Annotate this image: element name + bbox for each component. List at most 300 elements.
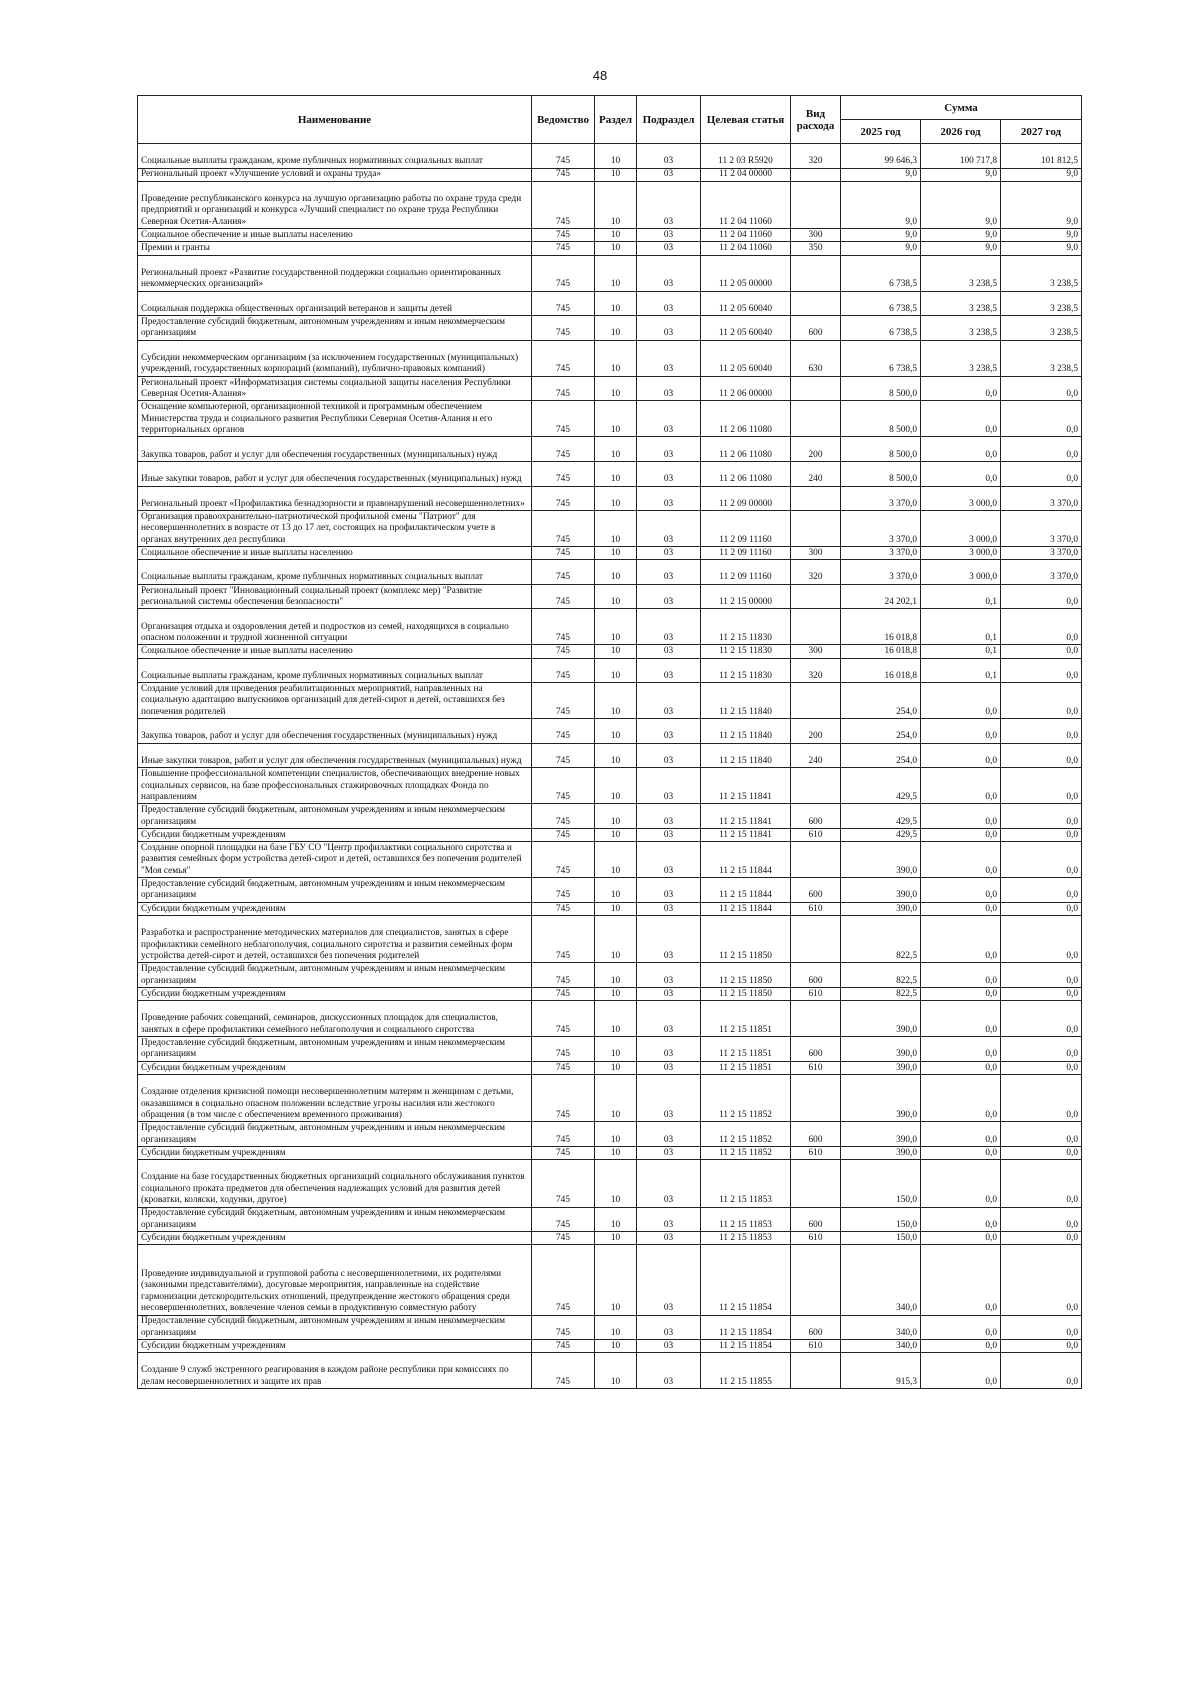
- row-sum-2026: 9,0: [921, 181, 1001, 228]
- row-target: 11 2 15 11830: [701, 658, 791, 683]
- row-sum-2025: 6 738,5: [841, 340, 921, 376]
- row-target: 11 2 15 11854: [701, 1315, 791, 1340]
- row-sum-2025: 390,0: [841, 1122, 921, 1147]
- row-target: 11 2 05 00000: [701, 255, 791, 291]
- row-target: 11 2 04 11060: [701, 229, 791, 242]
- row-podrazdel: 03: [637, 401, 701, 437]
- row-sum-2027: 3 238,5: [1001, 255, 1082, 291]
- row-vedomstvo: 745: [532, 486, 595, 511]
- row-name: Организация отдыха и оздоровления детей и подростков из семей, находящихся в социально опасном положении и трудной жизненной ситуации: [138, 609, 532, 645]
- row-sum-2027: 0,0: [1001, 902, 1082, 915]
- row-target: 11 2 15 11850: [701, 916, 791, 963]
- row-target: 11 2 15 11844: [701, 842, 791, 878]
- row-sum-2025: 390,0: [841, 878, 921, 903]
- row-sum-2025: 340,0: [841, 1340, 921, 1353]
- row-podrazdel: 03: [637, 1353, 701, 1389]
- row-sum-2027: 3 238,5: [1001, 340, 1082, 376]
- row-sum-2027: 0,0: [1001, 1074, 1082, 1121]
- header-podrazdel: Подраздел: [637, 96, 701, 144]
- row-razdel: 10: [595, 401, 637, 437]
- table-row: [138, 229, 1082, 242]
- row-sum-2026: 100 717,8: [921, 144, 1001, 169]
- row-sum-2026: 0,0: [921, 683, 1001, 719]
- row-name: Иные закупки товаров, работ и услуг для обеспечения государственных (муниципальных) нужд: [138, 461, 532, 486]
- row-sum-2026: 0,1: [921, 609, 1001, 645]
- table-row: [138, 1001, 1082, 1037]
- row-name: Региональный проект "Инновационный социальный проект (комплекс мер) "Развитие региональной системы обеспечения безопасности": [138, 584, 532, 609]
- row-sum-2026: 0,0: [921, 916, 1001, 963]
- row-razdel: 10: [595, 719, 637, 744]
- row-vedomstvo: 745: [532, 719, 595, 744]
- row-razdel: 10: [595, 340, 637, 376]
- row-sum-2026: 0,0: [921, 1340, 1001, 1353]
- row-sum-2027: 0,0: [1001, 1061, 1082, 1074]
- row-name: Субсидии бюджетным учреждениям: [138, 1061, 532, 1074]
- row-sum-2026: 3 238,5: [921, 316, 1001, 341]
- row-vedomstvo: 745: [532, 291, 595, 316]
- row-vid: 300: [791, 229, 841, 242]
- row-sum-2025: 390,0: [841, 902, 921, 915]
- row-podrazdel: 03: [637, 829, 701, 842]
- row-sum-2025: 9,0: [841, 229, 921, 242]
- row-vid: [791, 486, 841, 511]
- row-razdel: 10: [595, 181, 637, 228]
- row-name: Повышение профессиональной компетенции специалистов, обеспечивающих внедрение новых социальных сервисов, на базе профессиональных стажировочных площадках Фонда по направлениям: [138, 768, 532, 804]
- row-name: Социальное обеспечение и иные выплаты населению: [138, 645, 532, 658]
- row-razdel: 10: [595, 168, 637, 181]
- row-vedomstvo: 745: [532, 1001, 595, 1037]
- row-sum-2027: 101 812,5: [1001, 144, 1082, 169]
- table-header: [138, 96, 1082, 144]
- row-sum-2026: 3 238,5: [921, 255, 1001, 291]
- row-sum-2026: 3 000,0: [921, 511, 1001, 547]
- row-sum-2025: 429,5: [841, 804, 921, 829]
- table-row: [138, 144, 1082, 169]
- row-vid: 600: [791, 878, 841, 903]
- row-vid: 610: [791, 1340, 841, 1353]
- row-name: Предоставление субсидий бюджетным, автономным учреждениям и иным некоммерческим организациям: [138, 316, 532, 341]
- row-razdel: 10: [595, 804, 637, 829]
- budget-table: [137, 95, 1082, 1389]
- row-sum-2025: 6 738,5: [841, 255, 921, 291]
- row-target: 11 2 05 60040: [701, 316, 791, 341]
- row-vedomstvo: 745: [532, 376, 595, 401]
- row-podrazdel: 03: [637, 609, 701, 645]
- row-vid: 350: [791, 242, 841, 255]
- row-sum-2027: 0,0: [1001, 963, 1082, 988]
- row-podrazdel: 03: [637, 1160, 701, 1207]
- row-sum-2027: 0,0: [1001, 878, 1082, 903]
- row-name: Региональный проект «Информатизация системы социальной защиты населения Республики Северная Осетия-Алания»: [138, 376, 532, 401]
- row-podrazdel: 03: [637, 144, 701, 169]
- row-vid: 600: [791, 804, 841, 829]
- row-sum-2026: 0,0: [921, 376, 1001, 401]
- row-sum-2025: 254,0: [841, 719, 921, 744]
- table-row: [138, 1353, 1082, 1389]
- row-name: Субсидии бюджетным учреждениям: [138, 829, 532, 842]
- row-target: 11 2 15 11844: [701, 902, 791, 915]
- row-razdel: 10: [595, 609, 637, 645]
- row-target: 11 2 15 11830: [701, 645, 791, 658]
- row-sum-2025: 6 738,5: [841, 316, 921, 341]
- row-sum-2025: 150,0: [841, 1160, 921, 1207]
- row-razdel: 10: [595, 1037, 637, 1062]
- table-row: [138, 486, 1082, 511]
- row-podrazdel: 03: [637, 316, 701, 341]
- table-row: [138, 902, 1082, 915]
- row-vedomstvo: 745: [532, 963, 595, 988]
- row-sum-2025: 24 202,1: [841, 584, 921, 609]
- row-podrazdel: 03: [637, 683, 701, 719]
- row-target: 11 2 05 60040: [701, 291, 791, 316]
- row-sum-2027: 0,0: [1001, 461, 1082, 486]
- row-sum-2026: 0,0: [921, 842, 1001, 878]
- table-row: [138, 560, 1082, 585]
- table-row: [138, 340, 1082, 376]
- row-razdel: 10: [595, 645, 637, 658]
- row-sum-2026: 0,0: [921, 401, 1001, 437]
- row-sum-2026: 0,0: [921, 988, 1001, 1001]
- row-razdel: 10: [595, 683, 637, 719]
- row-sum-2027: 0,0: [1001, 1122, 1082, 1147]
- row-sum-2027: 9,0: [1001, 242, 1082, 255]
- row-podrazdel: 03: [637, 1232, 701, 1245]
- row-podrazdel: 03: [637, 1037, 701, 1062]
- row-vid: [791, 291, 841, 316]
- row-razdel: 10: [595, 376, 637, 401]
- row-sum-2026: 0,0: [921, 768, 1001, 804]
- row-target: 11 2 06 00000: [701, 376, 791, 401]
- row-vedomstvo: 745: [532, 1340, 595, 1353]
- row-podrazdel: 03: [637, 768, 701, 804]
- row-sum-2027: 0,0: [1001, 804, 1082, 829]
- row-sum-2026: 3 238,5: [921, 291, 1001, 316]
- header-year-2026: 2026 год: [921, 120, 1001, 144]
- row-podrazdel: 03: [637, 1061, 701, 1074]
- row-name: Предоставление субсидий бюджетным, автономным учреждениям и иным некоммерческим организациям: [138, 1207, 532, 1232]
- row-vid: 610: [791, 1061, 841, 1074]
- row-podrazdel: 03: [637, 1207, 701, 1232]
- row-razdel: 10: [595, 255, 637, 291]
- row-sum-2027: 0,0: [1001, 1340, 1082, 1353]
- row-target: 11 2 15 11854: [701, 1245, 791, 1315]
- row-sum-2027: 3 370,0: [1001, 560, 1082, 585]
- row-sum-2026: 9,0: [921, 229, 1001, 242]
- row-target: 11 2 06 11080: [701, 401, 791, 437]
- row-podrazdel: 03: [637, 181, 701, 228]
- row-podrazdel: 03: [637, 437, 701, 462]
- row-sum-2027: 0,0: [1001, 584, 1082, 609]
- row-target: 11 2 06 11080: [701, 461, 791, 486]
- row-name: Предоставление субсидий бюджетным, автономным учреждениям и иным некоммерческим организациям: [138, 804, 532, 829]
- row-sum-2027: 0,0: [1001, 829, 1082, 842]
- row-sum-2025: 390,0: [841, 1001, 921, 1037]
- row-sum-2025: 8 500,0: [841, 376, 921, 401]
- row-vid: [791, 609, 841, 645]
- row-target: 11 2 15 11851: [701, 1061, 791, 1074]
- row-sum-2026: 3 000,0: [921, 560, 1001, 585]
- table-row: [138, 437, 1082, 462]
- row-sum-2025: 429,5: [841, 829, 921, 842]
- row-sum-2026: 0,0: [921, 1122, 1001, 1147]
- table-row: [138, 1207, 1082, 1232]
- row-sum-2027: 0,0: [1001, 645, 1082, 658]
- row-name: Предоставление субсидий бюджетным, автономным учреждениям и иным некоммерческим организациям: [138, 1315, 532, 1340]
- row-sum-2025: 390,0: [841, 842, 921, 878]
- row-vid: 600: [791, 1122, 841, 1147]
- header-target: Целевая статья: [701, 96, 791, 144]
- row-name: Создание опорной площадки на базе ГБУ СО "Центр профилактики социального сиротства и развития семейных форм устройства детей-сирот и детей, оставшихся без попечения родителей "Моя семья": [138, 842, 532, 878]
- row-sum-2025: 340,0: [841, 1245, 921, 1315]
- row-sum-2026: 9,0: [921, 242, 1001, 255]
- table-row: [138, 916, 1082, 963]
- row-target: 11 2 09 11160: [701, 560, 791, 585]
- row-podrazdel: 03: [637, 340, 701, 376]
- row-sum-2025: 429,5: [841, 768, 921, 804]
- row-target: 11 2 15 11840: [701, 743, 791, 768]
- row-razdel: 10: [595, 1207, 637, 1232]
- row-sum-2025: 254,0: [841, 683, 921, 719]
- row-target: 11 2 15 11840: [701, 719, 791, 744]
- table-row: [138, 168, 1082, 181]
- row-sum-2027: 3 370,0: [1001, 486, 1082, 511]
- row-name: Закупка товаров, работ и услуг для обеспечения государственных (муниципальных) нужд: [138, 437, 532, 462]
- row-vid: 200: [791, 719, 841, 744]
- header-name: Наименование: [138, 96, 532, 144]
- row-razdel: 10: [595, 547, 637, 560]
- table-row: [138, 768, 1082, 804]
- row-sum-2027: 0,0: [1001, 609, 1082, 645]
- row-target: 11 2 15 11830: [701, 609, 791, 645]
- row-sum-2026: 0,0: [921, 719, 1001, 744]
- row-target: 11 2 09 11160: [701, 547, 791, 560]
- row-sum-2025: 150,0: [841, 1232, 921, 1245]
- row-vedomstvo: 745: [532, 768, 595, 804]
- row-sum-2026: 0,1: [921, 658, 1001, 683]
- row-podrazdel: 03: [637, 584, 701, 609]
- row-sum-2027: 0,0: [1001, 1037, 1082, 1062]
- row-target: 11 2 15 11855: [701, 1353, 791, 1389]
- row-sum-2026: 0,0: [921, 1245, 1001, 1315]
- row-podrazdel: 03: [637, 1074, 701, 1121]
- row-vedomstvo: 745: [532, 316, 595, 341]
- table-row: [138, 842, 1082, 878]
- row-podrazdel: 03: [637, 560, 701, 585]
- table-row: [138, 316, 1082, 341]
- row-razdel: 10: [595, 842, 637, 878]
- table-row: [138, 609, 1082, 645]
- row-vedomstvo: 745: [532, 988, 595, 1001]
- row-podrazdel: 03: [637, 461, 701, 486]
- row-razdel: 10: [595, 584, 637, 609]
- row-target: 11 2 15 11841: [701, 804, 791, 829]
- row-sum-2027: 0,0: [1001, 1315, 1082, 1340]
- row-sum-2026: 0,0: [921, 1353, 1001, 1389]
- table-row: [138, 401, 1082, 437]
- row-vedomstvo: 745: [532, 1245, 595, 1315]
- row-name: Предоставление субсидий бюджетным, автономным учреждениям и иным некоммерческим организациям: [138, 878, 532, 903]
- row-name: Субсидии некоммерческим организациям (за исключением государственных (муниципальных) учреждений, государственных корпораций (компаний), публично-правовых компаний): [138, 340, 532, 376]
- row-sum-2025: 16 018,8: [841, 609, 921, 645]
- row-sum-2026: 0,0: [921, 1074, 1001, 1121]
- row-target: 11 2 15 11844: [701, 878, 791, 903]
- row-target: 11 2 15 00000: [701, 584, 791, 609]
- row-vid: 610: [791, 1232, 841, 1245]
- row-sum-2027: 0,0: [1001, 437, 1082, 462]
- row-vedomstvo: 745: [532, 461, 595, 486]
- row-vedomstvo: 745: [532, 547, 595, 560]
- row-vedomstvo: 745: [532, 1037, 595, 1062]
- row-podrazdel: 03: [637, 878, 701, 903]
- table-row: [138, 291, 1082, 316]
- row-razdel: 10: [595, 829, 637, 842]
- row-podrazdel: 03: [637, 291, 701, 316]
- row-vid: 610: [791, 902, 841, 915]
- row-vedomstvo: 745: [532, 902, 595, 915]
- row-vid: 320: [791, 560, 841, 585]
- table-row: [138, 1061, 1082, 1074]
- row-sum-2025: 16 018,8: [841, 658, 921, 683]
- table-row: [138, 1340, 1082, 1353]
- table-row: [138, 584, 1082, 609]
- row-razdel: 10: [595, 1340, 637, 1353]
- row-sum-2027: 3 370,0: [1001, 547, 1082, 560]
- row-target: 11 2 15 11850: [701, 963, 791, 988]
- row-vid: 320: [791, 144, 841, 169]
- header-vid: Вид расхода: [791, 96, 841, 144]
- row-razdel: 10: [595, 768, 637, 804]
- row-sum-2026: 0,1: [921, 645, 1001, 658]
- table-row: [138, 1146, 1082, 1159]
- row-vid: 200: [791, 437, 841, 462]
- row-name: Премии и гранты: [138, 242, 532, 255]
- row-sum-2025: 390,0: [841, 1037, 921, 1062]
- row-vid: 240: [791, 461, 841, 486]
- header-summa: Сумма: [841, 96, 1082, 120]
- row-vid: [791, 1353, 841, 1389]
- table-row: [138, 829, 1082, 842]
- table-row: [138, 988, 1082, 1001]
- row-razdel: 10: [595, 242, 637, 255]
- row-sum-2027: 3 238,5: [1001, 291, 1082, 316]
- row-target: 11 2 15 11852: [701, 1146, 791, 1159]
- row-target: 11 2 15 11840: [701, 683, 791, 719]
- row-sum-2027: 0,0: [1001, 1353, 1082, 1389]
- row-podrazdel: 03: [637, 168, 701, 181]
- row-name: Субсидии бюджетным учреждениям: [138, 902, 532, 915]
- table-row: [138, 963, 1082, 988]
- row-name: Социальные выплаты гражданам, кроме публичных нормативных социальных выплат: [138, 560, 532, 585]
- row-target: 11 2 15 11852: [701, 1074, 791, 1121]
- row-sum-2025: 822,5: [841, 916, 921, 963]
- row-target: 11 2 15 11851: [701, 1037, 791, 1062]
- header-year-2025: 2025 год: [841, 120, 921, 144]
- row-sum-2026: 3 000,0: [921, 547, 1001, 560]
- row-vid: [791, 168, 841, 181]
- row-podrazdel: 03: [637, 902, 701, 915]
- row-sum-2026: 3 000,0: [921, 486, 1001, 511]
- page-number: 48: [592, 68, 608, 83]
- row-vedomstvo: 745: [532, 842, 595, 878]
- row-razdel: 10: [595, 1001, 637, 1037]
- table-row: [138, 242, 1082, 255]
- row-name: Субсидии бюджетным учреждениям: [138, 1146, 532, 1159]
- table-row: [138, 683, 1082, 719]
- row-target: 11 2 04 00000: [701, 168, 791, 181]
- row-name: Субсидии бюджетным учреждениям: [138, 1340, 532, 1353]
- row-name: Создание 9 служб экстренного реагирования в каждом районе республики при комиссиях по делам несовершеннолетних и защите их прав: [138, 1353, 532, 1389]
- row-sum-2026: 9,0: [921, 168, 1001, 181]
- row-vedomstvo: 745: [532, 584, 595, 609]
- row-sum-2026: 0,0: [921, 1061, 1001, 1074]
- row-sum-2026: 0,0: [921, 461, 1001, 486]
- row-vedomstvo: 745: [532, 340, 595, 376]
- row-vedomstvo: 745: [532, 560, 595, 585]
- row-target: 11 2 05 60040: [701, 340, 791, 376]
- row-vid: [791, 1160, 841, 1207]
- row-sum-2026: 0,0: [921, 743, 1001, 768]
- row-sum-2027: 9,0: [1001, 181, 1082, 228]
- row-vid: [791, 511, 841, 547]
- row-sum-2027: 0,0: [1001, 683, 1082, 719]
- row-name: Разработка и распространение методических материалов для специалистов, занятых в сфере профилактики семейного неблагополучия, социального сиротства и развития семейных форм устройства детей-сирот и детей, оставшихся без попечения родителей: [138, 916, 532, 963]
- row-name: Оснащение компьютерной, организационной техникой и программным обеспечением Министерства труда и социального развития Республики Северная Осетия-Алания и его территориальных органов: [138, 401, 532, 437]
- row-vid: 600: [791, 1315, 841, 1340]
- row-sum-2027: 0,0: [1001, 768, 1082, 804]
- row-sum-2025: 915,3: [841, 1353, 921, 1389]
- row-vid: 240: [791, 743, 841, 768]
- row-razdel: 10: [595, 291, 637, 316]
- table-row: [138, 181, 1082, 228]
- table-row: [138, 1245, 1082, 1315]
- row-sum-2027: 3 370,0: [1001, 511, 1082, 547]
- row-vid: [791, 401, 841, 437]
- row-vid: 320: [791, 658, 841, 683]
- row-target: 11 2 15 11853: [701, 1232, 791, 1245]
- row-vid: [791, 1001, 841, 1037]
- table-row: [138, 461, 1082, 486]
- row-podrazdel: 03: [637, 1315, 701, 1340]
- row-target: 11 2 09 11160: [701, 511, 791, 547]
- row-razdel: 10: [595, 144, 637, 169]
- row-sum-2027: 0,0: [1001, 376, 1082, 401]
- row-sum-2025: 390,0: [841, 1061, 921, 1074]
- row-razdel: 10: [595, 1315, 637, 1340]
- row-vedomstvo: 745: [532, 1353, 595, 1389]
- row-podrazdel: 03: [637, 658, 701, 683]
- row-name: Социальное обеспечение и иные выплаты населению: [138, 229, 532, 242]
- row-sum-2025: 9,0: [841, 242, 921, 255]
- table-row: [138, 1160, 1082, 1207]
- row-podrazdel: 03: [637, 1001, 701, 1037]
- row-sum-2027: 0,0: [1001, 842, 1082, 878]
- table-row: [138, 255, 1082, 291]
- row-sum-2027: 0,0: [1001, 401, 1082, 437]
- row-target: 11 2 15 11852: [701, 1122, 791, 1147]
- row-podrazdel: 03: [637, 242, 701, 255]
- row-vid: [791, 255, 841, 291]
- row-podrazdel: 03: [637, 963, 701, 988]
- row-sum-2027: 0,0: [1001, 743, 1082, 768]
- row-sum-2025: 8 500,0: [841, 401, 921, 437]
- row-name: Региональный проект «Профилактика безнадзорности и правонарушений несовершеннолетних»: [138, 486, 532, 511]
- row-vid: [791, 1245, 841, 1315]
- row-sum-2026: 0,0: [921, 437, 1001, 462]
- row-sum-2027: 0,0: [1001, 658, 1082, 683]
- row-sum-2027: 0,0: [1001, 916, 1082, 963]
- row-podrazdel: 03: [637, 988, 701, 1001]
- row-vid: [791, 376, 841, 401]
